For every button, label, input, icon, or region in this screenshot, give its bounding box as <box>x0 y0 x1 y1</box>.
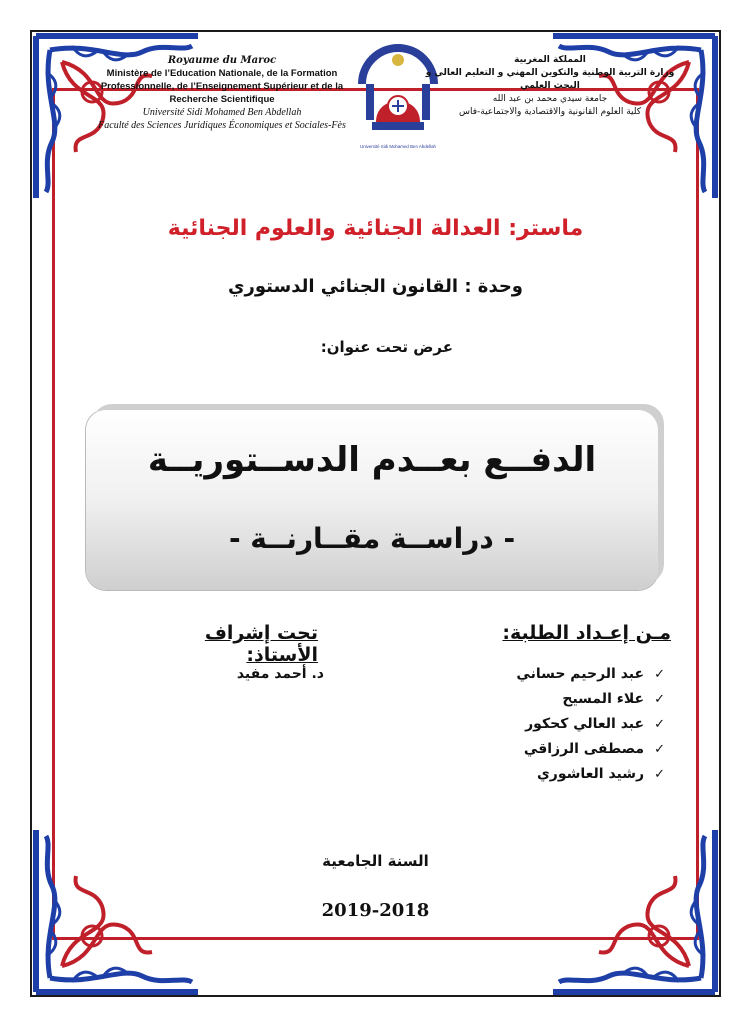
list-item <box>516 762 665 787</box>
header-arabic <box>415 54 685 119</box>
faculty-fr: Faculté des Sciences Juridiques Économiques et Sociales-Fès <box>98 120 346 131</box>
ministry-fr: Ministère de l’Education Nationale, de la Formation Professionnelle, de l’Enseignement Supérieur et de la Recherche Scientifique <box>100 68 344 105</box>
university-fr: Université Sidi Mohamed Ben Abdellah <box>142 107 302 118</box>
kingdom-fr: Royaume du Maroc <box>167 55 277 66</box>
student-name: علاء المسيح <box>562 691 645 707</box>
logo-caption: Université Sidi Mohamed Ben Abdellah <box>360 144 436 149</box>
ministry-ar: وزارة التربية الوطنية والتكوين المهني و التعليم العالي و البحث العلمي <box>425 68 675 91</box>
student-name: عبد الرحيم حساني <box>516 666 645 682</box>
thesis-title: الدفــع بعــدم الدســتوريــة <box>147 440 597 480</box>
student-name: مصطفى الرزاقي <box>523 741 645 757</box>
checkmark-icon: ✓ <box>654 742 665 757</box>
thesis-subtitle: - دراســة مقــارنــة - <box>228 522 516 555</box>
students-list <box>516 662 665 787</box>
presented-label: عرض تحت عنوان: <box>320 338 453 356</box>
list-item <box>516 687 665 712</box>
header-french <box>92 54 352 132</box>
checkmark-icon: ✓ <box>654 767 665 782</box>
supervisor-heading: تحت إشراف الأستاذ: <box>204 622 318 666</box>
student-name: عبد العالي كحكور <box>525 716 645 732</box>
student-name: رشيد العاشوري <box>536 766 645 782</box>
faculty-ar: كلية العلوم القانونية والاقتصادية والاجتماعية-فاس <box>458 107 642 117</box>
academic-year-label: السنة الجامعية <box>322 852 429 870</box>
master-title: ماستر: العدالة الجنائية والعلوم الجنائية <box>167 216 584 241</box>
list-item <box>516 737 665 762</box>
kingdom-ar: المملكة المغربية <box>514 55 586 65</box>
list-item <box>516 662 665 687</box>
students-heading: مـن إعـداد الطلبة: <box>502 622 671 644</box>
checkmark-icon: ✓ <box>654 717 665 732</box>
checkmark-icon: ✓ <box>654 667 665 682</box>
thesis-title-box <box>86 410 658 590</box>
module-title: وحدة : القانون الجنائي الدستوري <box>228 276 523 297</box>
list-item <box>516 712 665 737</box>
supervisor-name: د. أحمد مفيد <box>236 666 324 682</box>
checkmark-icon: ✓ <box>654 692 665 707</box>
university-ar: جامعة سيدي محمد بن عبد الله <box>492 94 608 104</box>
academic-year: 2019-2018 <box>321 900 430 921</box>
